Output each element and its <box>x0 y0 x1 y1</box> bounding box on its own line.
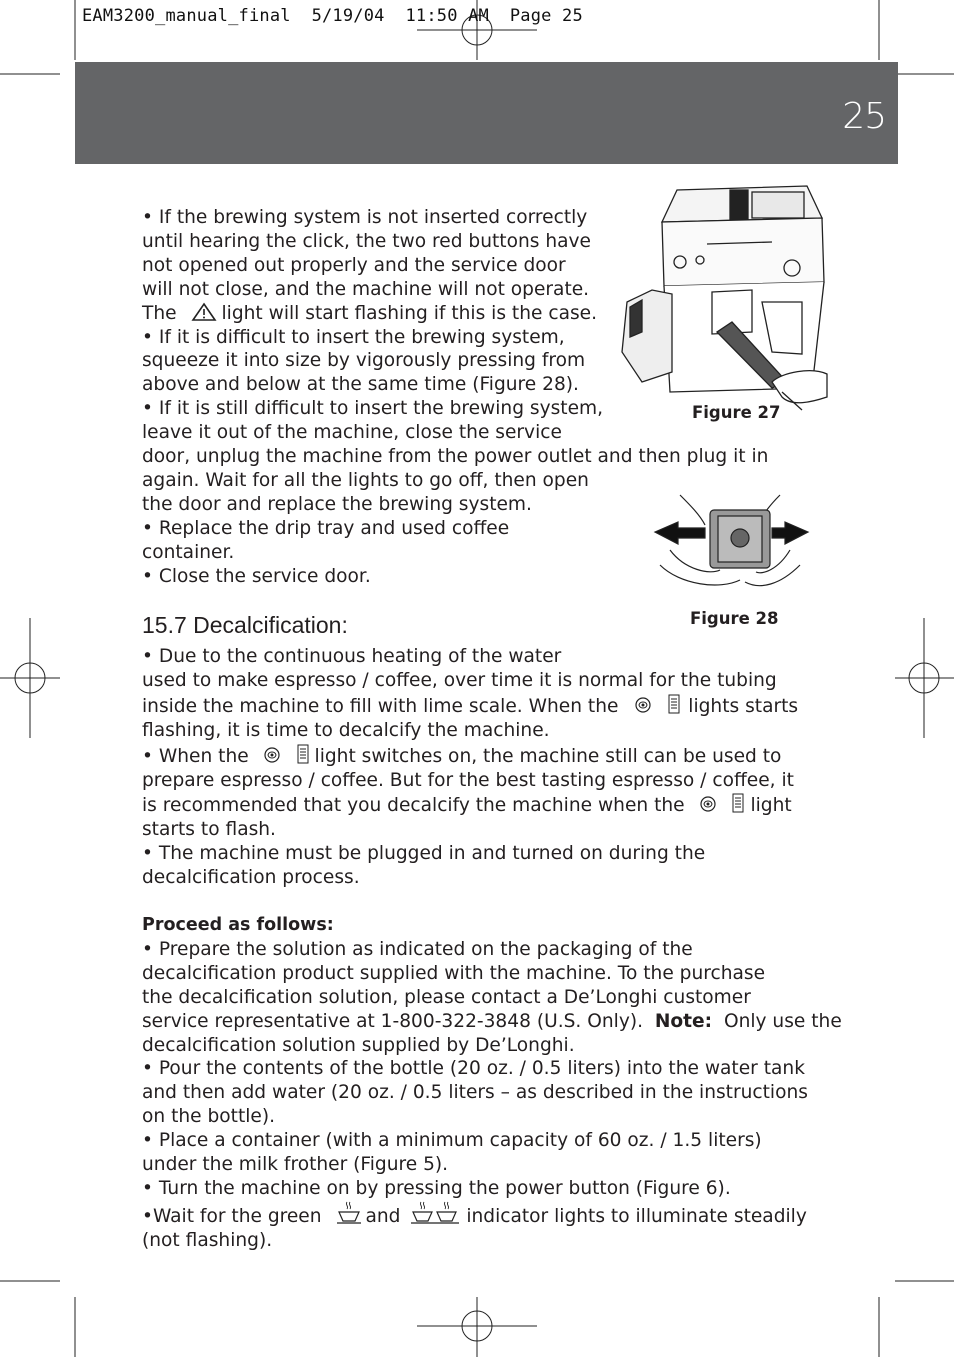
text-line: • The machine must be plugged in and turned on during the <box>142 843 706 865</box>
text-line: decalcification process. <box>142 867 360 889</box>
text-line: • When the light switches on, the machine still can be used to <box>142 743 842 769</box>
text-line: the door and replace the brewing system. <box>142 493 532 515</box>
brewing-system-instructions <box>142 206 842 589</box>
text-line: (not flashing). <box>142 1229 273 1251</box>
decalcify-icon <box>697 794 719 814</box>
figure-27-caption: Figure 27 <box>692 403 781 422</box>
text-line: until hearing the click, the two red buttons have <box>142 230 591 252</box>
text-line: used to make espresso / coffee, over time it is normal for the tubing <box>142 669 777 691</box>
proceed-subheading: Proceed as follows: <box>142 914 334 935</box>
text-line: not opened out properly and the service door <box>142 254 566 276</box>
text-line: squeeze it into size by vigorously pressing from <box>142 350 586 372</box>
text-line: service representative at 1-800-322-3848 (U.S. Only). Note: Only use the <box>142 1010 842 1032</box>
text-line: • Pour the contents of the bottle (20 oz. / 0.5 liters) into the water tank <box>142 1058 805 1080</box>
text-line: will not close, and the machine will not operate. <box>142 278 590 300</box>
text-line: • Due to the continuous heating of the water <box>142 646 562 667</box>
double-cup-icon <box>410 1201 460 1225</box>
text-line: The light will start flashing if this is the case. <box>142 302 598 324</box>
section-heading: 15.7 Decalcification: <box>142 612 348 638</box>
text-line: inside the machine to fill with lime scale. When the lights starts <box>142 693 842 719</box>
text-line: • Close the service door. <box>142 565 371 587</box>
text-line: decalcification solution supplied by De’Longhi. <box>142 1034 575 1056</box>
figure-28-caption: Figure 28 <box>690 609 779 628</box>
text-line: • Replace the drip tray and used coffee <box>142 517 510 539</box>
spacer <box>142 890 842 914</box>
text-line: prepare espresso / coffee. But for the best tasting espresso / coffee, it <box>142 769 794 791</box>
text-line: • Prepare the solution as indicated on the packaging of the <box>142 938 693 960</box>
text-line: and then add water (20 oz. / 0.5 liters – as described in the instructions <box>142 1082 808 1104</box>
text-line: again. Wait for all the lights to go off, then open <box>142 469 589 491</box>
text-line: the decalcification solution, please contact a De’Longhi customer <box>142 986 751 1008</box>
text-line: decalcification product supplied with the machine. To the purchase <box>142 962 766 984</box>
print-slug: EAM3200_manual_final 5/19/04 11:50 AM Page 25 <box>82 6 583 26</box>
text-line: • Place a container (with a minimum capacity of 60 oz. / 1.5 liters) <box>142 1130 762 1152</box>
text-line: • If it is still difficult to insert the brewing system, <box>142 398 604 420</box>
decalcify-icon <box>632 695 654 715</box>
text-line: flashing, it is time to decalcify the machine. <box>142 719 550 741</box>
warning-triangle-icon <box>191 302 217 322</box>
single-cup-icon <box>335 1201 363 1225</box>
text-line: • If the brewing system is not inserted correctly <box>142 207 588 228</box>
text-line: • If it is difficult to insert the brewing system, <box>142 326 565 348</box>
text-line: under the milk frother (Figure 5). <box>142 1154 449 1176</box>
header-band <box>75 62 898 164</box>
note-label: Note: <box>654 1010 713 1032</box>
text-line: on the bottle). <box>142 1106 276 1128</box>
text-line: leave it out of the machine, close the service <box>142 422 562 444</box>
water-level-icon <box>664 693 684 715</box>
water-level-icon <box>293 743 313 765</box>
text-line: above and below at the same time (Figure 28). <box>142 374 579 396</box>
text-line: door, unplug the machine from the power outlet and then plug it in <box>142 446 769 468</box>
text-line: starts to flash. <box>142 819 276 841</box>
text-line: is recommended that you decalcify the machine when the light <box>142 792 842 818</box>
text-line: container. <box>142 541 235 563</box>
water-level-icon <box>728 792 748 814</box>
decalcify-icon <box>261 745 283 765</box>
text-line: • Turn the machine on by pressing the power button (Figure 6). <box>142 1177 731 1199</box>
decalcification-section <box>142 610 842 1253</box>
text-line: •Wait for the green and indicator lights to illuminate steadily <box>142 1201 842 1229</box>
page-number: 25 <box>842 96 886 137</box>
